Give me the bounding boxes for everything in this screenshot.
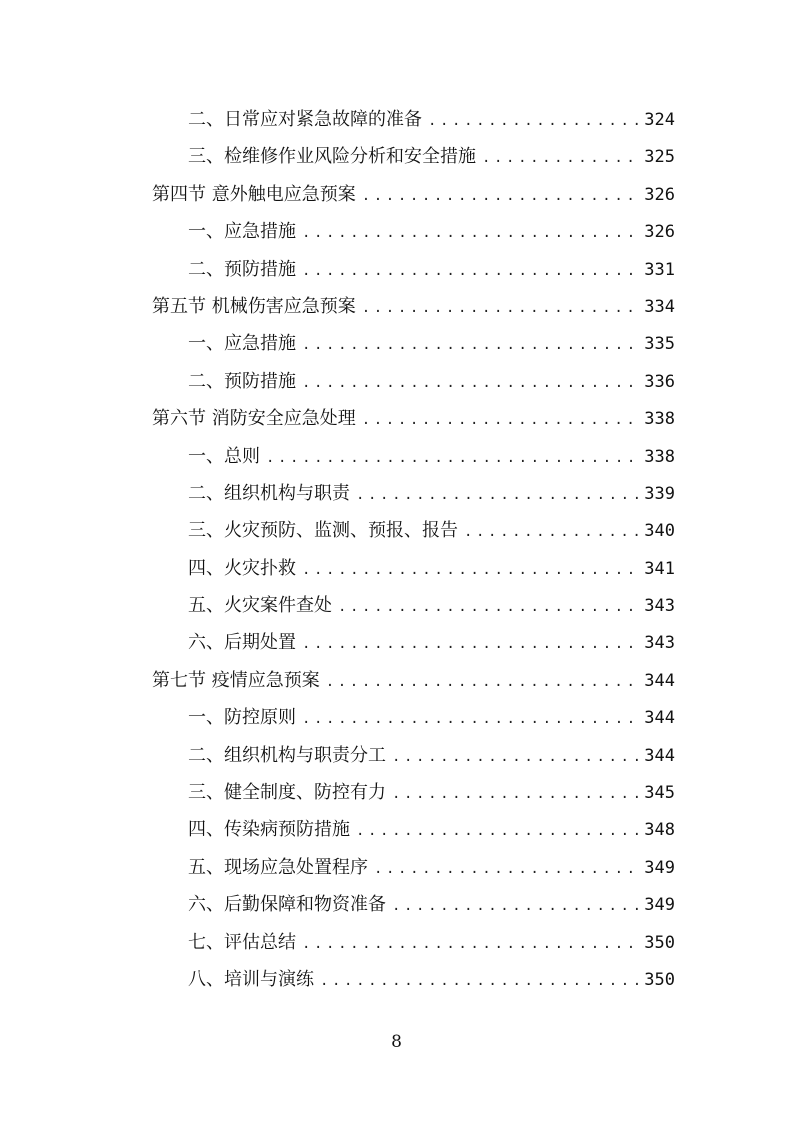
toc-entry-title: 七、评估总结 [188,931,296,953]
toc-entry-title: 三、火灾预防、监测、预报、报告 [188,520,458,542]
toc-entry-title: 二、预防措施 [188,258,296,280]
toc-entry-page: 348 [644,820,675,841]
table-of-contents [152,101,675,998]
toc-entry-page: 341 [644,558,675,579]
toc-entry-page: 340 [644,521,675,542]
toc-entry-page: 338 [644,446,675,467]
toc-subsection-entry [152,624,675,661]
toc-subsection-entry [152,811,675,848]
toc-dot-leader [356,813,639,850]
toc-entry-title: 一、防控原则 [188,707,296,729]
toc-entry-page: 344 [644,670,675,691]
toc-entry-page: 343 [644,633,675,654]
toc-subsection-entry [152,587,675,624]
toc-dot-leader [320,963,639,1000]
toc-dot-leader [302,552,639,589]
toc-dot-leader [482,140,639,177]
toc-dot-leader [302,701,639,738]
toc-subsection-entry [152,101,675,138]
toc-entry-page: 335 [644,334,675,355]
toc-dot-leader [428,103,639,140]
toc-entry-page: 325 [644,147,675,168]
toc-section-entry [152,288,675,325]
toc-subsection-entry [152,213,675,250]
toc-entry-page: 349 [644,895,675,916]
toc-dot-leader [302,365,639,402]
toc-entry-page: 349 [644,857,675,878]
toc-dot-leader [392,888,639,925]
toc-entry-title: 三、检维修作业风险分析和安全措施 [188,146,476,168]
toc-subsection-entry [152,699,675,736]
toc-section-entry [152,662,675,699]
toc-entry-title: 二、组织机构与职责分工 [188,744,386,766]
toc-entry-title: 八、培训与演练 [188,968,314,990]
toc-entry-title: 第六节 消防安全应急处理 [152,408,356,430]
toc-entry-page: 345 [644,783,675,804]
toc-subsection-entry [152,251,675,288]
toc-subsection-entry [152,886,675,923]
toc-entry-title: 一、应急措施 [188,333,296,355]
toc-subsection-entry [152,737,675,774]
toc-entry-title: 第五节 机械伤害应急预案 [152,295,356,317]
toc-entry-page: 336 [644,371,675,392]
toc-dot-leader [302,626,639,663]
toc-entry-title: 四、火灾扑救 [188,557,296,579]
toc-dot-leader [302,327,639,364]
toc-dot-leader [302,253,639,290]
toc-entry-page: 334 [644,296,675,317]
toc-dot-leader [302,215,639,252]
toc-entry-title: 五、现场应急处置程序 [188,856,368,878]
toc-entry-title: 三、健全制度、防控有力 [188,782,386,804]
toc-subsection-entry [152,774,675,811]
toc-subsection-entry [152,138,675,175]
toc-dot-leader [266,440,639,477]
toc-entry-page: 344 [644,708,675,729]
toc-entry-title: 六、后期处置 [188,632,296,654]
toc-entry-page: 338 [644,409,675,430]
toc-entry-title: 五、火灾案件查处 [188,595,332,617]
toc-dot-leader [302,926,639,963]
toc-entry-page: 326 [644,184,675,205]
toc-dot-leader [326,664,639,701]
toc-subsection-entry [152,438,675,475]
toc-entry-title: 六、后勤保障和物资准备 [188,894,386,916]
toc-dot-leader [362,290,639,327]
toc-subsection-entry [152,961,675,998]
toc-dot-leader [362,402,639,439]
toc-entry-page: 350 [644,932,675,953]
toc-entry-title: 二、日常应对紧急故障的准备 [188,109,422,130]
toc-dot-leader [392,776,639,813]
toc-entry-title: 第七节 疫情应急预案 [152,669,320,691]
toc-subsection-entry [152,363,675,400]
toc-entry-page: 344 [644,745,675,766]
toc-dot-leader [464,514,639,551]
toc-section-entry [152,400,675,437]
toc-entry-page: 326 [644,222,675,243]
toc-subsection-entry [152,512,675,549]
toc-dot-leader [362,178,639,215]
toc-dot-leader [374,851,639,888]
toc-subsection-entry [152,924,675,961]
toc-section-entry [152,176,675,213]
toc-subsection-entry [152,325,675,362]
toc-entry-page: 331 [644,259,675,280]
toc-entry-page: 339 [644,483,675,504]
toc-entry-page: 324 [644,110,675,130]
toc-entry-title: 二、预防措施 [188,370,296,392]
toc-entry-page: 343 [644,596,675,617]
toc-subsection-entry [152,550,675,587]
toc-entry-title: 四、传染病预防措施 [188,819,350,841]
toc-dot-leader [392,739,639,776]
toc-entry-title: 一、应急措施 [188,221,296,243]
toc-entry-title: 一、总则 [188,445,260,467]
toc-dot-leader [356,477,639,514]
toc-dot-leader [338,589,639,626]
toc-entry-title: 第四节 意外触电应急预案 [152,183,356,205]
toc-entry-title: 二、组织机构与职责 [188,482,350,504]
toc-subsection-entry [152,849,675,886]
toc-entry-page: 350 [644,969,675,990]
toc-subsection-entry [152,475,675,512]
page-number: 8 [391,1032,402,1052]
